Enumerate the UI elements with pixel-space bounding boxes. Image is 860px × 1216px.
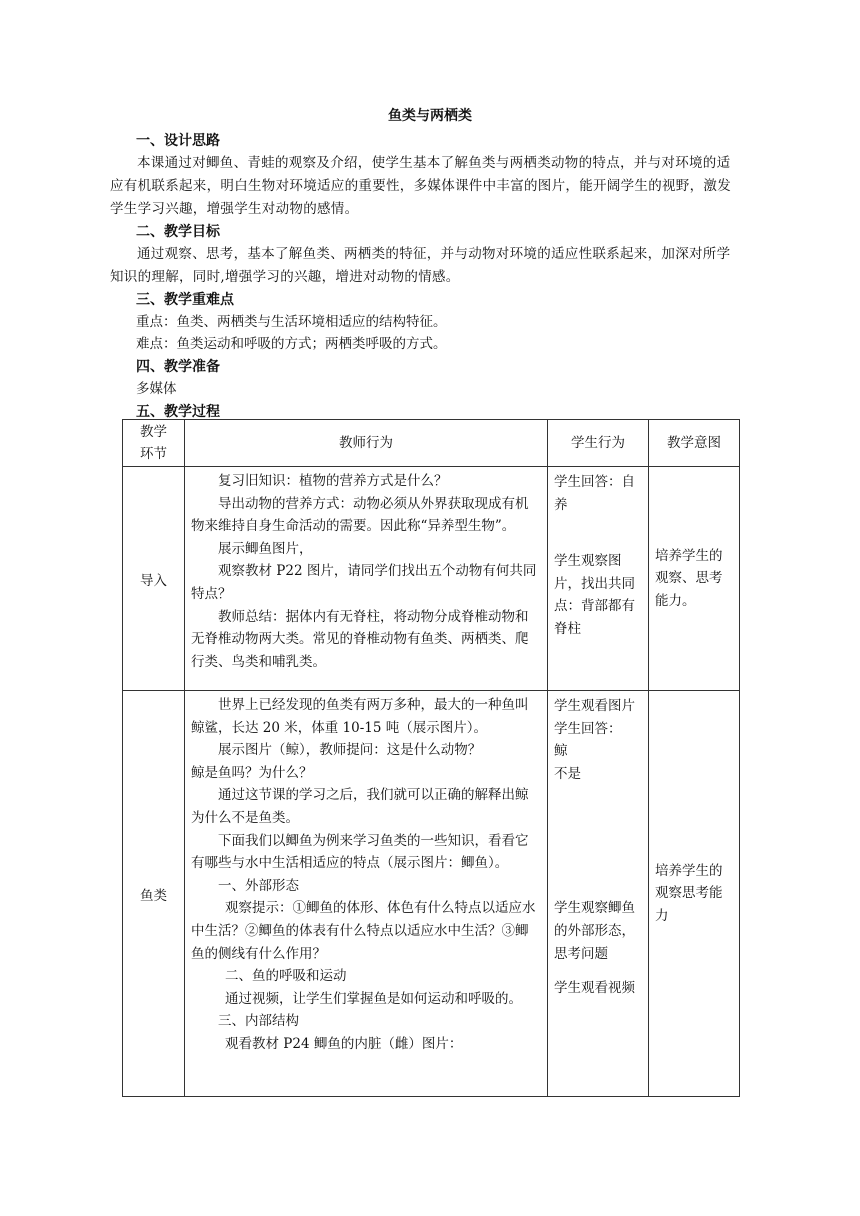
teacher-paragraph: 世界上已经发现的鱼类有两万多种，最大的一种鱼叫鲸鲨，长达 20 米，体重 10-15 吨（展示图片）。 xyxy=(191,697,529,736)
stage-cell: 导入 xyxy=(123,467,185,691)
student-text: 鲸 xyxy=(554,743,568,760)
table-row xyxy=(123,691,740,1097)
intent-text: 培养学生的观察思考能力 xyxy=(655,862,723,924)
intent-cell xyxy=(649,691,740,1097)
student-text: 学生观看图片 xyxy=(554,698,635,714)
teacher-paragraph: 观察提示：①鲫鱼的体形、体色有什么特点以适应水中生活？②鲫鱼的体表有什么特点以适应水中生活？③鲫鱼的侧线有什么作用？ xyxy=(191,900,536,962)
student-text: 学生回答： xyxy=(554,720,622,737)
student-cell xyxy=(548,467,649,691)
goals-paragraph: 通过观察、思考，基本了解鱼类、两栖类的特征，并与动物对环境的适应性联系起来，加深对所学知识的理解，同时,增强学习的兴趣，增进对动物的情感。 xyxy=(110,246,731,285)
key-point-text: 重点：鱼类、两栖类与生活环境相适应的结构特征。 xyxy=(136,314,447,330)
heading-goals: 二、教学目标 xyxy=(136,224,220,240)
student-text: 学生回答：自养 xyxy=(554,474,635,513)
teacher-paragraph: 下面我们以鲫鱼为例来学习鱼类的一些知识，看看它有哪些与水中生活相适应的特点（展示图片：鲫鱼）。 xyxy=(191,832,529,872)
teacher-paragraph: 观看教材 P24 鲫鱼的内脏（雌）图片： xyxy=(225,1035,463,1052)
heading-design: 一、设计思路 xyxy=(136,133,220,149)
table-row xyxy=(123,467,740,691)
header-stage xyxy=(123,420,185,467)
prep-text: 多媒体 xyxy=(136,381,177,397)
heading-keypoints: 三、教学重难点 xyxy=(136,292,234,308)
document-title: 鱼类与两栖类 xyxy=(388,108,472,124)
teacher-cell xyxy=(185,691,548,1097)
teacher-paragraph: 复习旧知识：植物的营养方式是什么？ xyxy=(218,473,448,489)
table-header-row xyxy=(123,420,740,467)
student-text: 学生观看视频 xyxy=(554,980,635,997)
intent-text: 培养学生的观察、思考能力。 xyxy=(655,547,723,609)
teacher-subheading: 二、鱼的呼吸和运动 xyxy=(225,968,347,985)
student-text: 不是 xyxy=(554,765,581,782)
teacher-paragraph: 通过这节课的学习之后，我们就可以正确的解释出鲸为什么不是鱼类。 xyxy=(191,787,529,826)
header-teacher: 教师行为 xyxy=(185,420,548,467)
difficult-point-text: 难点：鱼类运动和呼吸的方式；两栖类呼吸的方式。 xyxy=(136,336,447,352)
student-text: 学生观察图片，找出共同点：背部都有脊柱 xyxy=(554,553,635,637)
header-student: 学生行为 xyxy=(548,420,649,467)
teacher-paragraph: 教师总结：据体内有无脊柱，将动物分成脊椎动物和无脊椎动物两大类。常见的脊椎动物有鱼类、两栖类、爬行类、鸟类和哺乳类。 xyxy=(191,608,529,670)
teacher-paragraph: 展示鲫鱼图片， xyxy=(218,540,313,557)
teacher-paragraph: 鲸是鱼吗？为什么？ xyxy=(191,764,313,781)
teacher-subheading: 三、内部结构 xyxy=(218,1013,299,1030)
teacher-paragraph: 导出动物的营养方式：动物必须从外界获取现成有机物来维持自身生命活动的需要。因此称“异养型生物”。 xyxy=(191,495,529,535)
heading-prep: 四、教学准备 xyxy=(136,359,220,375)
teacher-paragraph: 观察教材 P22 图片，请同学们找出五个动物有何共同特点？ xyxy=(191,563,537,602)
stage-cell: 鱼类 xyxy=(123,691,185,1097)
teaching-process-table xyxy=(122,419,740,1097)
teacher-subheading: 一、外部形态 xyxy=(218,877,299,894)
intent-cell xyxy=(649,467,740,691)
header-stage-line: 环节 xyxy=(140,446,167,462)
header-intent: 教学意图 xyxy=(649,420,740,467)
student-text: 学生观察鲫鱼的外部形态，思考问题 xyxy=(554,900,635,962)
student-cell xyxy=(548,691,649,1097)
teacher-paragraph: 通过视频，让学生们掌握鱼是如何运动和呼吸的。 xyxy=(225,990,522,1007)
teacher-cell xyxy=(185,467,548,691)
design-paragraph: 本课通过对鲫鱼、青蛙的观察及介绍，使学生基本了解鱼类与两栖类动物的特点，并与对环境的适应有机联系起来，明白生物对环境适应的重要性，多媒体课件中丰富的图片，能开阔学生的视野，激发学生学习兴趣，增强学生对动物的感情。 xyxy=(110,155,731,217)
teacher-paragraph: 展示图片（鲸），教师提问：这是什么动物？ xyxy=(218,742,482,759)
header-stage-line: 教学 xyxy=(140,424,167,440)
heading-process: 五、教学过程 xyxy=(136,404,220,420)
